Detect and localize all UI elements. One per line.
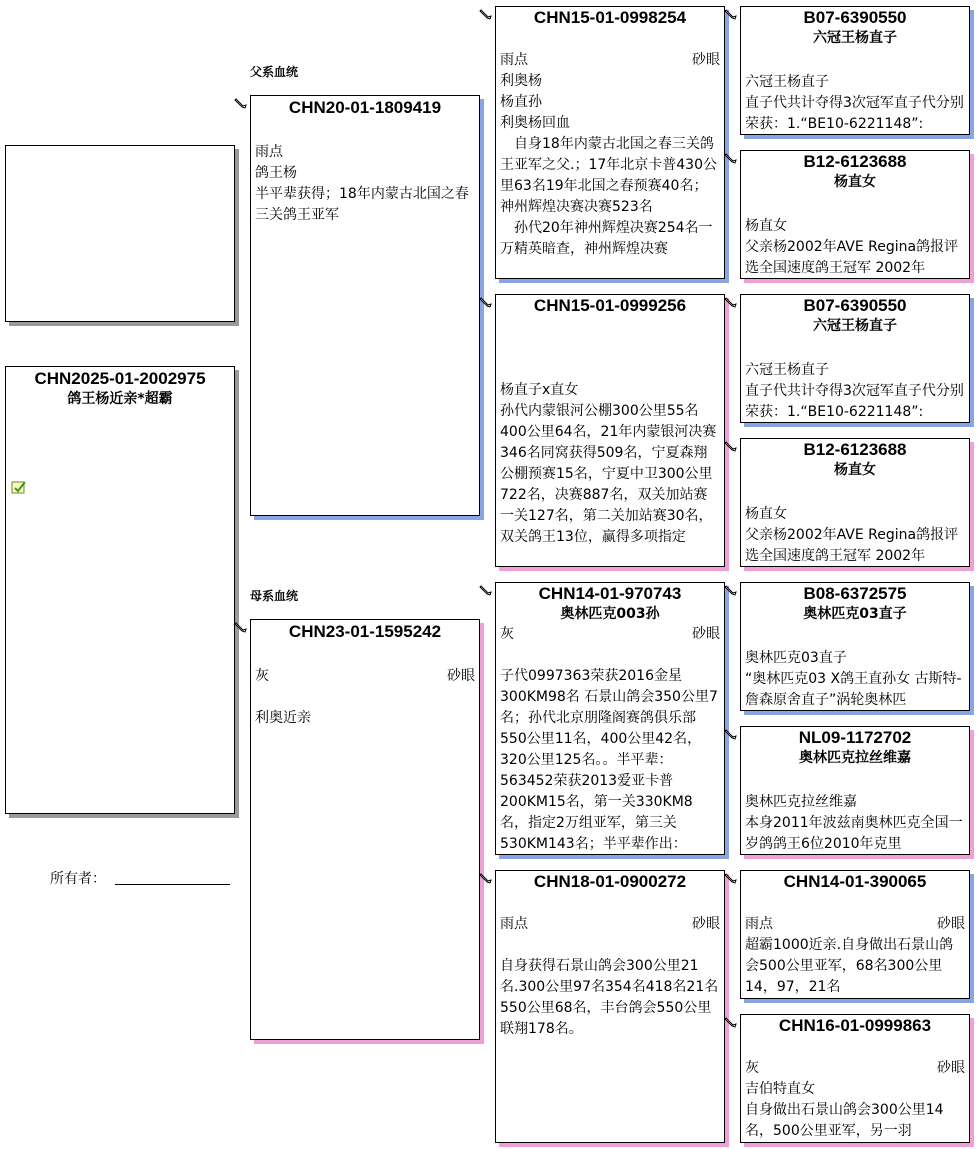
owner-label: 所有者： [50, 871, 106, 887]
sire-achievement: 半平辈获得；18年内蒙古北国之春三关鸽王亚军 [255, 186, 469, 223]
ds-color-row [496, 624, 724, 645]
sd-ring-number: CHN15-01-0999256 [533, 296, 687, 315]
ddd-line: 自身做出石景山鸽会300公里14名，500公里亚军，另一羽 [745, 1102, 944, 1139]
sdd-line: 杨直女 [745, 506, 787, 522]
dam-ring-number: CHN23-01-1595242 [288, 622, 442, 641]
pencil-icon[interactable] [724, 7, 738, 21]
dds-card[interactable] [740, 870, 970, 999]
sdd-line: 父亲杨2002年AVE Regina鸽报评选全国速度鸽王冠军 2002年 [745, 527, 959, 564]
ss-line: 自身18年内蒙古北国之春三关鸽王亚军之父.；17年北京卡普430公里63名19年北国之春预赛40名；神州辉煌决赛决赛523名 [500, 136, 717, 215]
sire-dam-card[interactable] [495, 294, 725, 567]
ss-color: 雨点 [500, 52, 528, 68]
sire-sire-card[interactable] [495, 6, 725, 279]
dam-sire-card[interactable] [495, 582, 725, 855]
ddd-card[interactable] [740, 1014, 970, 1143]
ds-ring-number: CHN14-01-970743 [538, 584, 682, 603]
dss-card[interactable] [740, 582, 970, 711]
photo-box [5, 145, 235, 322]
ds-color: 灰 [500, 626, 514, 642]
dd-color-row [496, 914, 724, 935]
dam-card[interactable] [250, 619, 480, 1040]
sss-line: 直子代共计夺得3次冠军直子代分别荣获：1.“BE10-6221148”: [745, 95, 964, 132]
dd-line: 自身获得石景山鸽会300公里21名.300公里97名354名418名21名550公里68名，丰台鸽会550公里联翔178名。 [500, 958, 719, 1037]
pencil-icon[interactable] [724, 1015, 738, 1029]
ss-ring-number: CHN15-01-0998254 [533, 8, 687, 27]
ss-line: 孙代20年神州辉煌决赛254名一万精英暗查，神州辉煌决赛 [500, 220, 713, 257]
sss-line: 六冠王杨直子 [745, 74, 829, 90]
pencil-icon[interactable] [724, 583, 738, 597]
dd-ring-number: CHN18-01-0900272 [533, 872, 687, 891]
sds-card[interactable] [740, 294, 970, 423]
ss-eye: 砂眼 [692, 52, 720, 68]
dss-line: 奥林匹克03直子 [745, 650, 847, 666]
edit-icon[interactable] [11, 479, 27, 495]
sdd-name: 杨直女 [834, 462, 876, 478]
sire-note: 鸽王杨 [255, 165, 297, 181]
pencil-icon[interactable] [479, 7, 493, 21]
pencil-icon[interactable] [724, 295, 738, 309]
sds-line: 直子代共计夺得3次冠军直子代分别荣获：1.“BE10-6221148”: [745, 383, 964, 420]
pencil-icon[interactable] [724, 871, 738, 885]
dds-line: 超霸1000近亲.自身做出石景山鸽会500公里亚军，68名300公里14，97，21名 [745, 937, 954, 995]
ssd-line: 杨直女 [745, 218, 787, 234]
dam-color-row [251, 666, 479, 687]
dds-eye: 砂眼 [937, 916, 965, 932]
owner-line[interactable] [115, 884, 230, 885]
ssd-name: 杨直女 [834, 174, 876, 190]
pencil-icon[interactable] [479, 295, 493, 309]
sire-ring-number: CHN20-01-1809419 [288, 98, 442, 117]
dsd-line: 奥林匹克拉丝维嘉 [745, 794, 857, 810]
ddd-color: 灰 [745, 1060, 759, 1076]
pencil-icon[interactable] [724, 439, 738, 453]
ds-name: 奥林匹克003孙 [560, 606, 660, 622]
ss-color-row [496, 50, 724, 71]
sire-card[interactable] [250, 95, 480, 516]
pencil-icon[interactable] [479, 583, 493, 597]
ssd-line: 父亲杨2002年AVE Regina鸽报评选全国速度鸽王冠军 2002年 [745, 239, 959, 276]
ddd-color-row [741, 1058, 969, 1079]
pencil-icon[interactable] [234, 620, 248, 634]
ss-line: 利奥杨 [500, 73, 542, 89]
pencil-icon[interactable] [234, 96, 248, 110]
sds-line: 六冠王杨直子 [745, 362, 829, 378]
sd-line: 孙代内蒙银河公棚300公里55名400公里64名，21年内蒙银河决赛346名同窝获得509名，宁夏森翔公棚预赛15名，宁夏中卫300公里722名，决赛887名，双关加站赛一关127名，第二关加站赛30名，双关鸽王13位，赢得多项指定 [500, 403, 717, 545]
dds-color-row [741, 914, 969, 935]
sdd-ring-number: B12-6123688 [803, 440, 907, 459]
ddd-ring-number: CHN16-01-0999863 [778, 1016, 932, 1035]
sss-card[interactable] [740, 6, 970, 135]
ss-line: 杨直孙 [500, 94, 542, 110]
dd-eye: 砂眼 [692, 916, 720, 932]
dss-name: 奥林匹克03直子 [803, 606, 907, 622]
dsd-ring-number: NL09-1172702 [798, 728, 912, 747]
sds-name: 六冠王杨直子 [813, 318, 897, 334]
ss-line: 利奥杨回血 [500, 115, 570, 131]
sire-line-label: 父系血统 [250, 65, 299, 79]
sds-ring-number: B07-6390550 [803, 296, 907, 315]
dam-note: 利奥近亲 [255, 710, 311, 726]
main-bird-card[interactable] [5, 366, 235, 814]
main-bird-name: 鸽王杨近亲*超霸 [67, 391, 173, 407]
pencil-icon[interactable] [724, 727, 738, 741]
ssd-card[interactable] [740, 150, 970, 279]
dd-color: 雨点 [500, 916, 528, 932]
ddd-eye: 砂眼 [937, 1060, 965, 1076]
dsd-card[interactable] [740, 726, 970, 855]
ds-line: 子代0997363荣获2016金星300KM98名 石景山鸽会350公里7名；孙代北京朋隆阁赛鸽俱乐部550公里11名，400公里42名，320公里125名。。半平辈：563452荣获2013爱亚卡普200KM15名，第一关330KM8名，指定2万组亚军，第三关530KM143名；半平辈作出： [500, 668, 718, 852]
pencil-icon[interactable] [479, 871, 493, 885]
pencil-icon[interactable] [724, 151, 738, 165]
dam-eye: 砂眼 [447, 668, 475, 684]
ddd-line: 吉伯特直女 [745, 1081, 815, 1097]
sdd-card[interactable] [740, 438, 970, 567]
dds-ring-number: CHN14-01-390065 [783, 872, 927, 891]
sd-line: 杨直子x直女 [500, 382, 579, 398]
dam-line-label: 母系血统 [250, 589, 299, 603]
dss-line: “奥林匹克03 X鸽王直孙女 古斯特-詹森原舍直子”涡轮奥林匹 [745, 671, 962, 708]
ssd-ring-number: B12-6123688 [803, 152, 907, 171]
main-ring-number: CHN2025-01-2002975 [34, 369, 206, 388]
dsd-line: 本身2011年波兹南奥林匹克全国一岁鸽鸽王6位2010年克里 [745, 815, 963, 852]
ds-eye: 砂眼 [692, 626, 720, 642]
dam-color: 灰 [255, 668, 269, 684]
dss-ring-number: B08-6372575 [803, 584, 907, 603]
sss-name: 六冠王杨直子 [813, 30, 897, 46]
dam-dam-card[interactable] [495, 870, 725, 1143]
dsd-name: 奥林匹克拉丝维嘉 [799, 750, 911, 766]
sire-color: 雨点 [255, 144, 283, 160]
sss-ring-number: B07-6390550 [803, 8, 907, 27]
dds-color: 雨点 [745, 916, 773, 932]
